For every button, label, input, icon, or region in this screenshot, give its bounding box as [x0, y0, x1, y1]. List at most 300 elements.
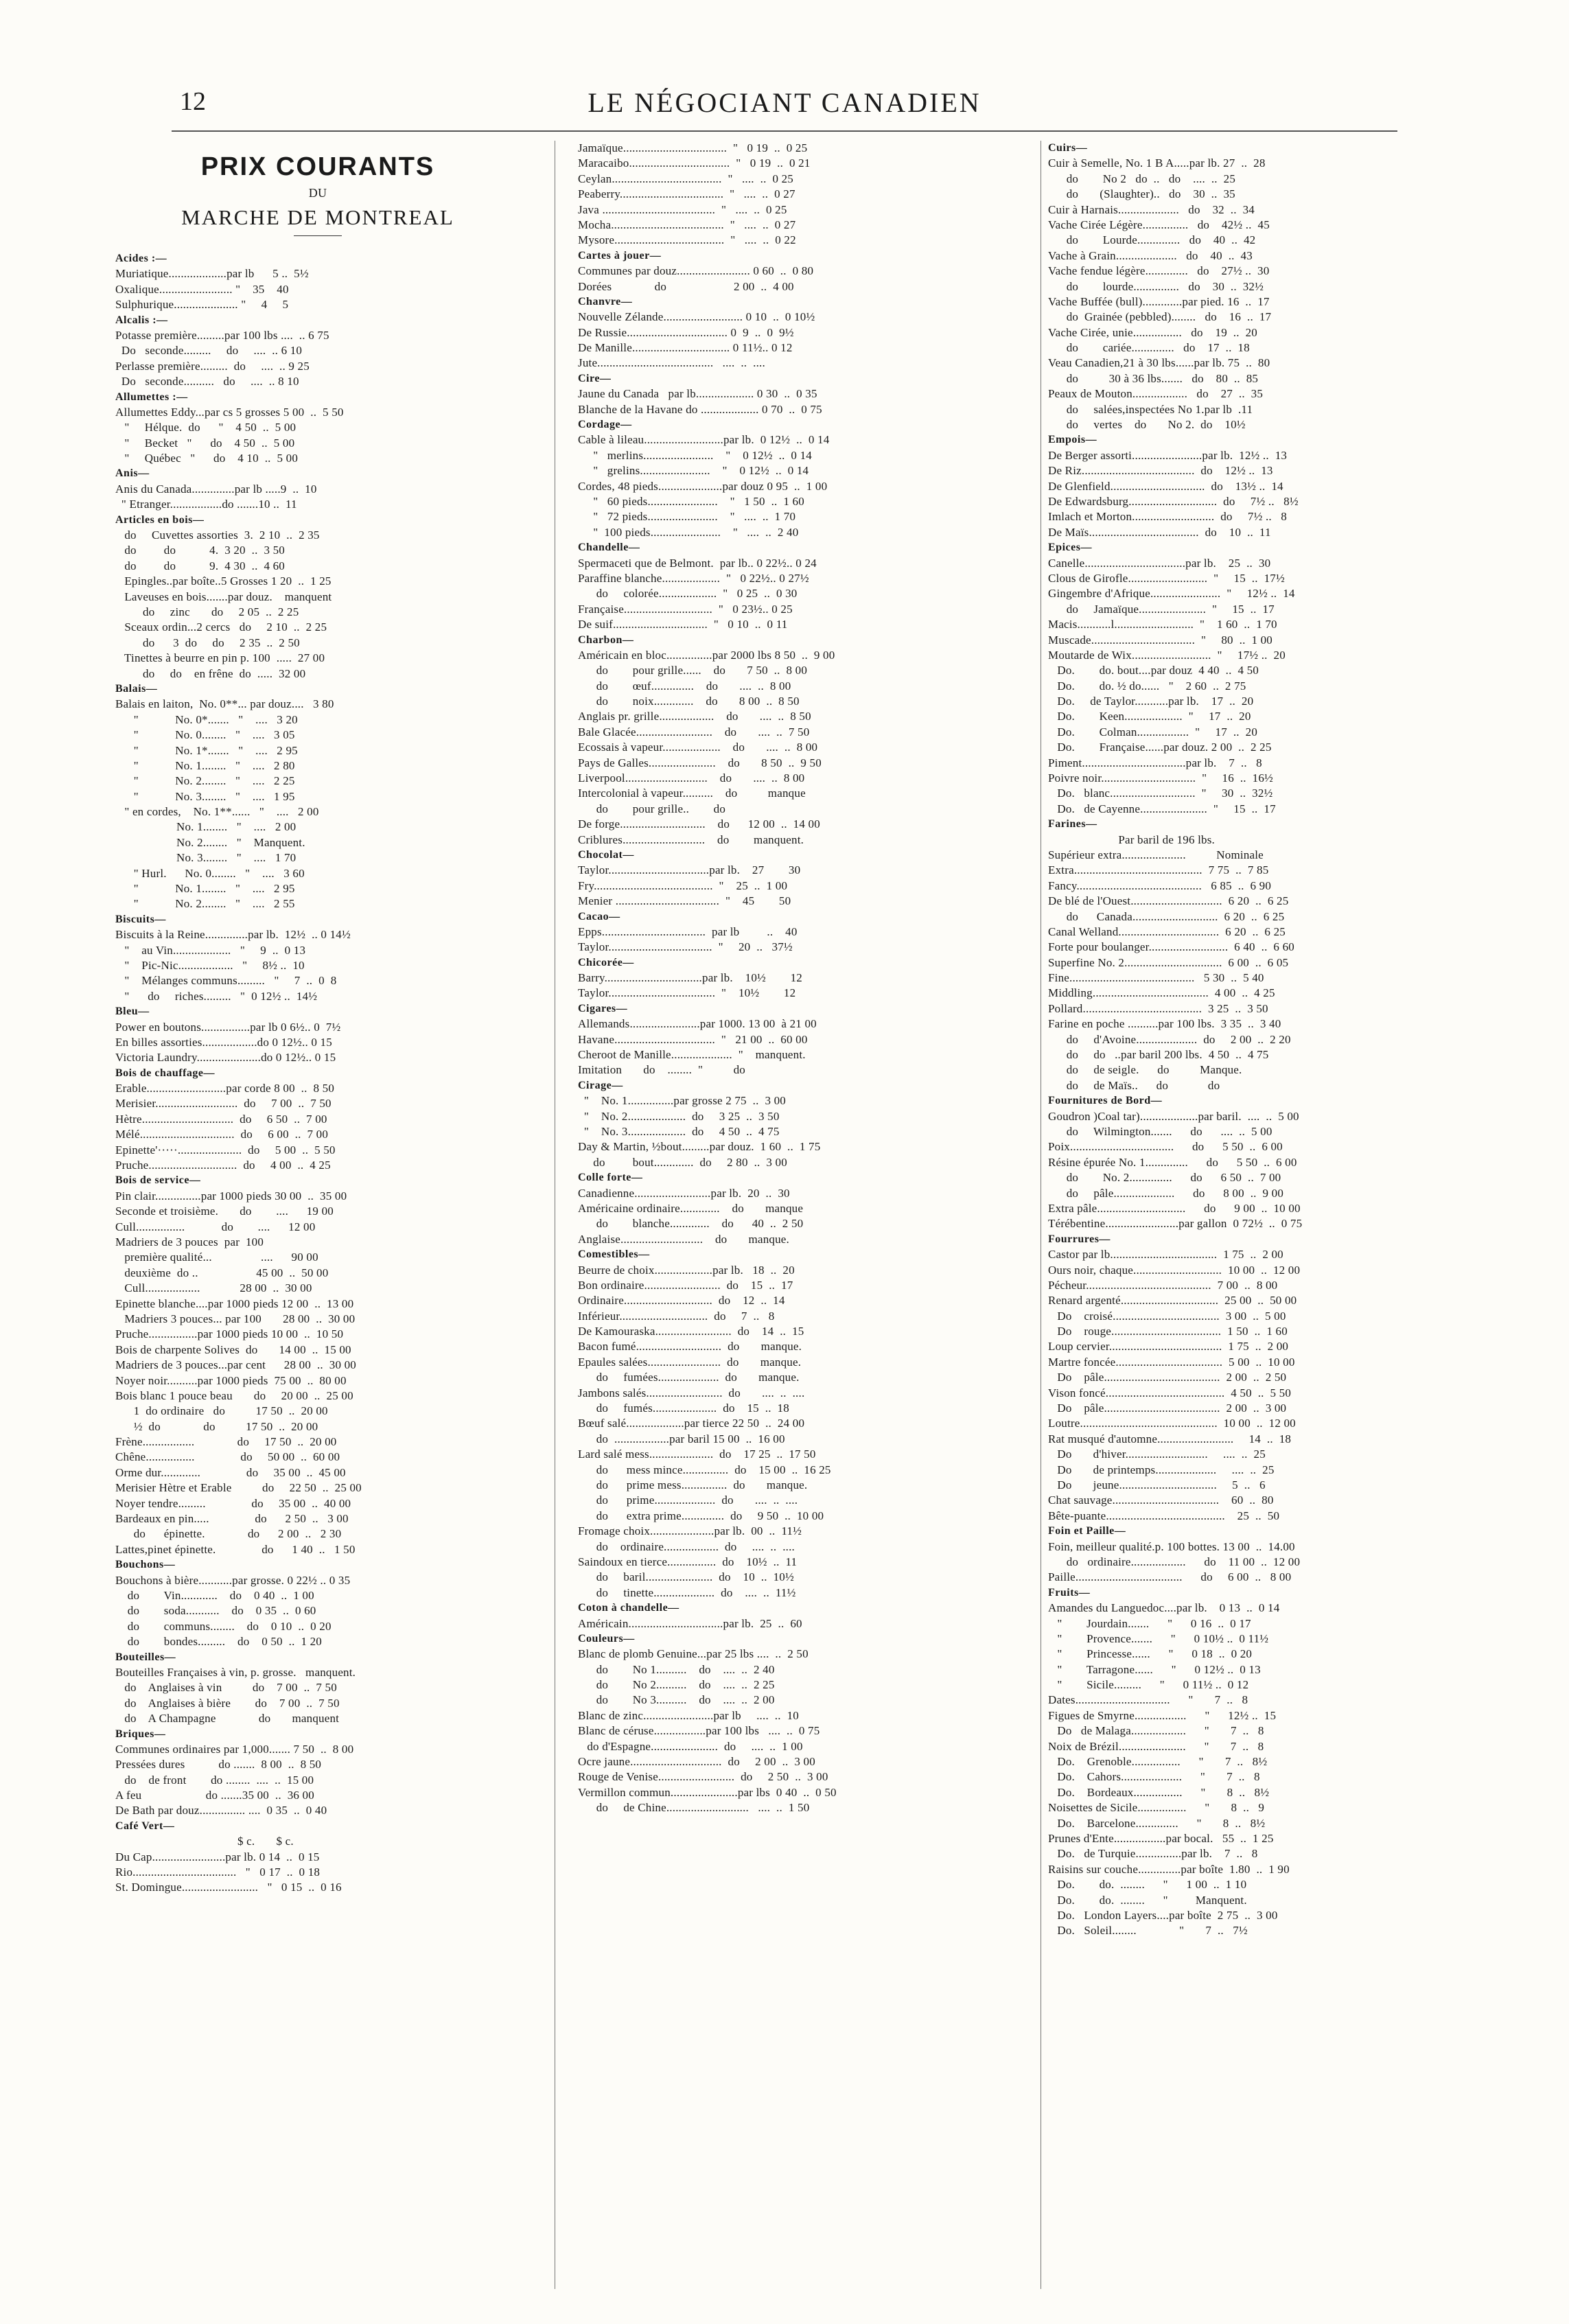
price-line: do Canada............................ 6 20 .. 6 25 — [1048, 909, 1285, 923]
price-line: Hètre.............................. do 6 50 .. 7 00 — [115, 1112, 327, 1126]
price-line: " au Vin................... " 9 .. 0 13 — [115, 943, 306, 957]
price-line: Seconde et troisième. do .... 19 00 — [115, 1205, 334, 1218]
price-line: Inférieur............................. do 7 .. 8 — [578, 1309, 775, 1323]
section-heading: Cigares— — [578, 1002, 628, 1014]
price-line: Sulphurique..................... " 4 5 — [115, 298, 289, 312]
price-line: Pays de Galles...................... do 8 50 .. 9 50 — [578, 756, 822, 769]
price-line: " Tarragone...... " 0 12½ .. 0 13 — [1048, 1662, 1261, 1676]
price-line: De Kamouraska......................... do 14 .. 15 — [578, 1325, 804, 1338]
section-heading: Farines— — [1048, 818, 1097, 830]
price-line: Madriers 3 pouces... par 100 28 00 .. 30 00 — [115, 1312, 356, 1325]
price-line: do Vin............ do 0 40 .. 1 00 — [115, 1588, 314, 1602]
price-line: Piment..................................par lb. 7 .. 8 — [1048, 756, 1262, 769]
price-line: Saindoux en tierce................ do 10½ .. 11 — [578, 1555, 798, 1568]
price-line: do Grainée (pebbled)........ do 16 .. 17 — [1048, 310, 1272, 324]
price-line: Poix.................................. do 5 50 .. 6 00 — [1048, 1140, 1283, 1154]
section-heading: Colle forte— — [578, 1172, 643, 1184]
price-line: Vermillon commun......................par lbs 0 40 .. 0 50 — [578, 1785, 837, 1799]
price-line: Blanc de plomb Genuine...par 25 lbs .... .. 2 50 — [578, 1647, 809, 1661]
price-line: Allemands.......................par 1000. 13 00 à 21 00 — [578, 1017, 817, 1031]
price-line: Lard salé mess..................... do 17 25 .. 17 50 — [578, 1448, 816, 1461]
price-line: Do croisé................................... 3 00 .. 5 00 — [1048, 1309, 1286, 1323]
price-line: Blanc de céruse.................par 100 lbs .... .. 0 75 — [578, 1724, 820, 1738]
price-line: Ecossais à vapeur................... do .... .. 8 00 — [578, 741, 818, 754]
price-line: Middling...................................... 4 00 .. 4 25 — [1048, 986, 1275, 1000]
price-line: Muscade.................................. " 80 .. 1 00 — [1048, 633, 1273, 647]
price-line: Pruche................par 1000 pieds 10 00 .. 10 50 — [115, 1327, 344, 1341]
price-line: do de Maïs.. do do — [1048, 1078, 1220, 1092]
section-heading: Café Vert— — [115, 1820, 175, 1832]
price-line: Pruche............................. do 4 00 .. 4 25 — [115, 1159, 331, 1172]
section-heading: Bois de service— — [115, 1174, 201, 1187]
price-line: Foin, meilleur qualité.p. 100 bottes. 13 00 .. 14.00 — [1048, 1539, 1295, 1553]
price-line: Américain...............................par lb. 25 .. 60 — [578, 1616, 802, 1630]
price-line: do de front do ........ .... .. 15 00 — [115, 1773, 314, 1787]
price-line: do cariée.............. do 17 .. 18 — [1048, 341, 1250, 355]
column-2-entries — [578, 141, 1038, 1816]
price-line: Cheroot de Manille.................... " manquent. — [578, 1048, 806, 1062]
price-line: De forge............................ do 12 00 .. 14 00 — [578, 817, 820, 831]
price-line: do do ..par baril 200 lbs. 4 50 .. 4 75 — [1048, 1048, 1269, 1062]
price-line: do No. 2.............. do 6 50 .. 7 00 — [1048, 1171, 1281, 1185]
price-line: Vache Buffée (bull).............par pied. 16 .. 17 — [1048, 294, 1270, 308]
price-line: De Russie................................. 0 9 .. 0 9½ — [578, 325, 794, 339]
price-line: Lattes,pinet épinette. do 1 40 .. 1 50 — [115, 1542, 356, 1556]
market-name: MARCHE DE MONTREAL — [181, 205, 454, 229]
price-line: Dorées do 2 00 .. 4 00 — [578, 279, 794, 293]
price-column-2 — [578, 141, 1038, 2289]
price-line: Figues de Smyrne................. " 12½ .. 15 — [1048, 1708, 1277, 1722]
section-heading: Bouchons— — [115, 1559, 176, 1571]
price-line: ½ do do 17 50 .. 20 00 — [115, 1419, 318, 1433]
section-heading: Epices— — [1048, 542, 1092, 554]
price-line: Do. Cahors.................... " 7 .. 8 — [1048, 1770, 1260, 1784]
section-heading: Cartes à jouer— — [578, 249, 662, 262]
price-line: Ordinaire............................. do 12 .. 14 — [578, 1294, 785, 1308]
price-line: Do jeune................................ 5 .. 6 — [1048, 1478, 1266, 1491]
price-line: " Etranger.................do .......10 .. 11 — [115, 498, 297, 511]
price-line: Canal Welland................................. 6 20 .. 6 25 — [1048, 925, 1286, 938]
price-line: Epingles..par boîte..5 Grosses 1 20 .. 1 25 — [115, 574, 332, 588]
price-line: do de Chine........................... .... .. 1 50 — [578, 1801, 810, 1815]
price-line: Do d'hiver........................... .... .. 25 — [1048, 1448, 1266, 1461]
price-line: Vache fendue légère.............. do 27½ .. 30 — [1048, 264, 1270, 278]
price-line: Noisettes de Sicile................ " 8 .. 9 — [1048, 1801, 1265, 1815]
section-heading: Chicorée— — [578, 956, 634, 968]
price-line: Térébentine........................par gallon 0 72½ .. 0 75 — [1048, 1217, 1303, 1231]
price-line: " No. 2................... do 3 25 .. 3 50 — [578, 1109, 780, 1123]
price-line: " No. 1*....... " .... 2 95 — [115, 743, 298, 757]
price-line: Extra pâle............................. do 9 00 .. 10 00 — [1048, 1201, 1301, 1215]
price-line: No. 1........ " .... 2 00 — [115, 820, 297, 834]
prix-courants-title: PRIX COURANTS — [200, 152, 435, 181]
price-line: De Bath par douz............... .... 0 35 .. 0 40 — [115, 1804, 327, 1817]
price-line: Do. Barcelone.............. " 8 .. 8½ — [1048, 1816, 1266, 1830]
section-heading: Fourrures— — [1048, 1233, 1111, 1245]
price-line: " No. 0........ " .... 3 05 — [115, 728, 295, 742]
price-line: deuxième do .. 45 00 .. 50 00 — [115, 1266, 329, 1279]
price-line: Imlach et Morton........................... do 7½ .. 8 — [1048, 510, 1287, 524]
price-line: Havane................................. " 21 00 .. 60 00 — [578, 1032, 808, 1046]
price-line: do communs........ do 0 10 .. 0 20 — [115, 1619, 332, 1633]
price-line: Macis...........l.......................... " 1 60 .. 1 70 — [1048, 618, 1277, 631]
price-line: Rouge de Venise......................... do 2 50 .. 3 00 — [578, 1770, 828, 1784]
price-line: De blé de l'Ouest.............................. 6 20 .. 6 25 — [1048, 894, 1289, 908]
price-line: Taylor.................................par lb. 27 30 — [578, 863, 801, 877]
column-3-entries — [1048, 141, 1487, 1939]
price-line: Balais en laiton, No. 0**... par douz.... 3 80 — [115, 697, 334, 711]
price-line: Erable..........................par corde 8 00 .. 8 50 — [115, 1082, 335, 1095]
price-line: Cordes, 48 pieds.....................par douz 0 95 .. 1 00 — [578, 479, 828, 493]
price-line: do mess mince............... do 15 00 .. 16 25 — [578, 1463, 831, 1476]
price-line: Raisins sur couche..............par boîte 1.80 .. 1 90 — [1048, 1862, 1290, 1876]
price-line: Do de Malaga.................. " 7 .. 8 — [1048, 1724, 1264, 1738]
price-line: Perlasse première......... do .... .. 9 25 — [115, 359, 310, 373]
price-line: Loup cervier..................................... 1 75 .. 2 00 — [1048, 1340, 1289, 1353]
price-line: Pollard....................................... 3 25 .. 3 50 — [1048, 1001, 1268, 1015]
price-line: do pâle.................... do 8 00 .. 9 00 — [1048, 1186, 1284, 1200]
heading-du: DU — [308, 186, 327, 200]
price-line: Cull.................. 28 00 .. 30 00 — [115, 1281, 312, 1295]
price-line: do lourde............... do 30 .. 32½ — [1048, 279, 1264, 293]
section-heading: Coton à chandelle— — [578, 1602, 679, 1614]
price-line: Mélé............................... do 6 00 .. 7 00 — [115, 1128, 329, 1141]
price-line: do Anglaises à vin do 7 00 .. 7 50 — [115, 1681, 337, 1695]
price-line: do blanche............. do 40 .. 2 50 — [578, 1217, 804, 1231]
price-line: " Princesse...... " 0 18 .. 0 20 — [1048, 1647, 1253, 1661]
price-line: Taylor.................................. " 20 .. 37½ — [578, 940, 793, 954]
price-line: première qualité... .... 90 00 — [115, 1251, 318, 1264]
price-line: Ours noir, chaque............................. 10 00 .. 12 00 — [1048, 1263, 1301, 1277]
price-line: Bouchons à bière...........par grosse. 0 22½ .. 0 35 — [115, 1573, 351, 1587]
price-line: Do. London Layers....par boîte 2 75 .. 3 00 — [1048, 1908, 1278, 1922]
price-line: Noyer tendre......... do 35 00 .. 40 00 — [115, 1496, 351, 1510]
price-line: Menier .................................. " 45 50 — [578, 894, 791, 908]
price-line: Frène................. do 17 50 .. 20 00 — [115, 1435, 337, 1449]
price-line: Poivre noir............................... " 16 .. 16½ — [1048, 771, 1273, 785]
price-line: Supérieur extra..................... Nominale — [1048, 848, 1264, 861]
price-line: " No. 0*....... " .... 3 20 — [115, 712, 298, 726]
section-heading: Anis— — [115, 467, 150, 480]
price-line: Orme dur............. do 35 00 .. 45 00 — [115, 1465, 346, 1479]
price-line: Potasse première.........par 100 lbs .... .. 6 75 — [115, 328, 329, 342]
price-line: Bardeaux en pin..... do 2 50 .. 3 00 — [115, 1512, 349, 1526]
price-line: Chêne................ do 50 00 .. 60 00 — [115, 1450, 340, 1464]
price-line: do ordinaire.................. do 11 00 .. 12 00 — [1048, 1555, 1301, 1568]
price-line: Do seconde.......... do .... .. 8 10 — [115, 375, 299, 388]
price-line: Cable à lileau..........................par lb. 0 12½ .. 0 14 — [578, 433, 830, 447]
section-heading: Chocolat— — [578, 848, 634, 861]
price-line: Prunes d'Ente.................par bocal. 55 .. 1 25 — [1048, 1831, 1274, 1845]
price-line: Do. do. ........ " 1 00 .. 1 10 — [1048, 1878, 1247, 1892]
section-heading: Articles en bois— — [115, 513, 205, 526]
section-heading: Charbon— — [578, 634, 634, 646]
price-line: Gingembre d'Afrique....................... " 12½ .. 14 — [1048, 587, 1295, 601]
price-line: Renard argenté................................ 25 00 .. 50 00 — [1048, 1294, 1297, 1308]
price-line: " Mélanges communs......... " 7 .. 0 8 — [115, 974, 337, 988]
price-line: Amandes du Languedoc....par lb. 0 13 .. 0 14 — [1048, 1601, 1280, 1615]
section-heading: Bouteilles— — [115, 1651, 176, 1663]
price-line: do tinette.................... do .... .. 11½ — [578, 1585, 796, 1599]
price-line: Rat musqué d'automne......................... 14 .. 18 — [1048, 1432, 1292, 1445]
price-line: Vison foncé....................................... 4 50 .. 5 50 — [1048, 1386, 1292, 1399]
price-line: Criblures........................... do manquent. — [578, 833, 804, 846]
price-line: Beurre de choix...................par lb. 18 .. 20 — [578, 1263, 795, 1277]
price-line: Epaules salées........................ do manque. — [578, 1355, 802, 1369]
price-line: Do. Grenoble................ " 7 .. 8½ — [1048, 1755, 1268, 1769]
price-line: Du Cap........................par lb. 0 14 .. 0 15 — [115, 1850, 320, 1863]
price-line: Do rouge.................................... 1 50 .. 1 60 — [1048, 1325, 1288, 1338]
price-line: Intercolonial à vapeur.......... do manque — [578, 787, 806, 800]
price-line: Jambons salés......................... do .... .. .... — [578, 1386, 805, 1399]
price-column-1 — [115, 141, 520, 2289]
price-line: Victoria Laundry.....................do 0 12½.. 0 15 — [115, 1051, 336, 1065]
price-line: Noyer noir..........par 1000 pieds 75 00 .. 80 00 — [115, 1373, 347, 1387]
price-line: Nouvelle Zélande.......................... 0 10 .. 0 10½ — [578, 310, 815, 324]
price-line: Communes par douz........................ 0 60 .. 0 80 — [578, 264, 814, 278]
price-line: Moutarde de Wix.......................... " 17½ .. 20 — [1048, 648, 1286, 662]
price-line: Sceaux ordin...2 cercs do 2 10 .. 2 25 — [115, 620, 327, 634]
price-line: Canelle.................................par lb. 25 .. 30 — [1048, 556, 1271, 570]
price-line: do colorée................... " 0 25 .. 0 30 — [578, 587, 798, 601]
price-line: do No 3.......... do .... .. 2 00 — [578, 1693, 775, 1707]
price-line: " No. 3................... do 4 50 .. 4 75 — [578, 1125, 780, 1138]
section-heading: Foin et Paille— — [1048, 1525, 1126, 1537]
section-heading: Alcalis :— — [115, 314, 168, 326]
price-line: Bale Glacée......................... do .... .. 7 50 — [578, 725, 810, 739]
price-line: " No. 1........ " .... 2 95 — [115, 882, 295, 896]
price-line: " Hurl. No. 0........ " .... 3 60 — [115, 866, 305, 880]
price-line: St. Domingue......................... " 0 15 .. 0 16 — [115, 1881, 342, 1894]
price-line: do épinette. do 2 00 .. 2 30 — [115, 1527, 342, 1541]
price-line: Forte pour boulanger.......................... 6 40 .. 6 60 — [1048, 940, 1294, 954]
price-line: Bouteilles Françaises à vin, p. grosse. manquent. — [115, 1665, 356, 1679]
section-heading: Comestibles— — [578, 1248, 650, 1261]
price-line: Clous de Girofle.......................... " 15 .. 17½ — [1048, 571, 1285, 585]
price-line: Do de printemps.................... .... .. 25 — [1048, 1463, 1275, 1476]
price-line: Fancy......................................... 6 85 .. 6 90 — [1048, 879, 1272, 892]
price-line: Communes ordinaires par 1,000....... 7 50 .. 8 00 — [115, 1742, 354, 1756]
section-heading: Chandelle— — [578, 542, 640, 554]
price-line: " do riches......... " 0 12½ .. 14½ — [115, 989, 318, 1003]
price-line: Madriers de 3 pouces...par cent 28 00 .. 30 00 — [115, 1358, 356, 1372]
price-line: Power en boutons................par lb 0 6½.. 0 7½ — [115, 1020, 341, 1034]
price-line: Chat sauvage................................... 60 .. 80 — [1048, 1494, 1274, 1507]
price-line: Do. Française......par douz. 2 00 .. 2 25 — [1048, 741, 1272, 754]
price-line: do bondes......... do 0 50 .. 1 20 — [115, 1635, 323, 1649]
price-line: do prime.................... do .... .. .... — [578, 1494, 798, 1507]
price-line: Pécheur......................................... 7 00 .. 8 00 — [1048, 1278, 1278, 1292]
price-line: do 3 do do 2 35 .. 2 50 — [115, 636, 300, 649]
section-heading: Balais— — [115, 682, 158, 695]
price-line: De Berger assorti.......................par lb. 12½ .. 13 — [1048, 448, 1288, 462]
price-line: do extra prime.............. do 9 50 .. 10 00 — [578, 1509, 824, 1522]
price-line: Fromage choix.....................par lb. 00 .. 11½ — [578, 1524, 802, 1538]
price-line: do 30 à 36 lbs....... do 80 .. 85 — [1048, 371, 1259, 385]
price-line: Do. do. ........ " Manquent. — [1048, 1893, 1247, 1907]
price-line: " No. 1...............par grosse 2 75 .. 3 00 — [578, 1094, 787, 1108]
section-heading: Cacao— — [578, 910, 620, 922]
price-line: Anglais pr. grille.................. do .... .. 8 50 — [578, 710, 811, 723]
price-line: Muriatique...................par lb 5 .. 5½ — [115, 267, 309, 281]
price-line: Mysore.................................... " .... .. 0 22 — [578, 233, 796, 247]
price-line: do de seigle. do Manque. — [1048, 1063, 1242, 1077]
price-line: No. 3........ " .... 1 70 — [115, 851, 297, 865]
price-line: Tinettes à beurre en pin p. 100 ..... 27 00 — [115, 651, 325, 665]
price-line: Loutre............................................. 10 00 .. 12 00 — [1048, 1417, 1296, 1430]
section-heading: Fournitures de Bord— — [1048, 1095, 1163, 1107]
price-line: Java ..................................... " .... .. 0 25 — [578, 202, 787, 216]
price-line: do soda........... do 0 35 .. 0 60 — [115, 1604, 316, 1618]
price-line: do Lourde.............. do 40 .. 42 — [1048, 233, 1256, 247]
price-line: Peaux de Mouton.................. do 27 .. 35 — [1048, 387, 1264, 401]
price-line: do d'Espagne...................... do .... .. 1 00 — [578, 1739, 803, 1753]
price-line: " Québec " do 4 10 .. 5 00 — [115, 452, 299, 465]
price-line: " merlins....................... " 0 12½ .. 0 14 — [578, 448, 812, 462]
price-line: Fry....................................... " 25 .. 1 00 — [578, 879, 788, 892]
price-line: do ..................par baril 15 00 .. 16 00 — [578, 1432, 785, 1445]
price-line: Paraffine blanche................... " 0 22½.. 0 27½ — [578, 571, 809, 585]
price-line: Do. Bordeaux................ " 8 .. 8½ — [1048, 1785, 1270, 1799]
price-line: Par baril de 196 lbs. — [1048, 833, 1215, 846]
price-line: do fumés..................... do 15 .. 18 — [578, 1402, 789, 1415]
price-line: Cull................ do .... 12 00 — [115, 1220, 316, 1233]
price-line: Américaine ordinaire............. do manque — [578, 1201, 804, 1215]
price-line: Superfine No. 2................................ 6 00 .. 6 05 — [1048, 955, 1289, 969]
price-line: Noix de Brézil...................... " 7 .. 8 — [1048, 1739, 1264, 1753]
price-line: do d'Avoine.................... do 2 00 .. 2 20 — [1048, 1032, 1291, 1046]
price-line: " Becket " do 4 50 .. 5 00 — [115, 436, 295, 450]
price-line: do pour grille.. do — [578, 802, 726, 815]
price-line: De Edwardsburg............................. do 7½ .. 8½ — [1048, 494, 1299, 508]
price-line: Canadienne.........................par lb. 20 .. 30 — [578, 1186, 790, 1200]
price-line: Américain en bloc...............par 2000 lbs 8 50 .. 9 00 — [578, 648, 835, 662]
price-line: Do. de Turquie...............par lb. 7 .. 8 — [1048, 1847, 1258, 1861]
price-line: do Cuvettes assorties 3. 2 10 .. 2 35 — [115, 528, 320, 542]
price-line: Do. do. ½ do...... " 2 60 .. 2 75 — [1048, 679, 1246, 693]
price-line: Do. Keen................... " 17 .. 20 — [1048, 710, 1251, 723]
section-heading: Cuirs— — [1048, 142, 1088, 154]
price-line: Jute...................................... .... .. .... — [578, 356, 765, 370]
price-line: Liverpool........................... do .... .. 8 00 — [578, 771, 805, 785]
price-line: Rio.................................. " 0 17 .. 0 18 — [115, 1866, 321, 1879]
price-line: Castor par lb................................... 1 75 .. 2 00 — [1048, 1248, 1283, 1262]
price-line: Imitation do ........ " do — [578, 1063, 746, 1077]
price-line: Pressées dures do ....... 8 00 .. 8 50 — [115, 1758, 322, 1771]
price-line: " No. 3........ " .... 1 95 — [115, 789, 295, 803]
price-line: Epps.................................. par lb .. 40 — [578, 925, 798, 938]
price-line: Cuir à Semelle, No. 1 B A.....par lb. 27 .. 28 — [1048, 156, 1266, 170]
page-header — [0, 0, 1569, 137]
column-1-entries — [115, 251, 520, 1896]
section-heading: Cordage— — [578, 419, 632, 431]
section-heading: Bleu— — [115, 1006, 150, 1018]
price-line: do baril...................... do 10 .. 10½ — [578, 1570, 794, 1584]
price-line: Do. do. bout....par douz 4 40 .. 4 50 — [1048, 664, 1259, 677]
section-heading: Fruits— — [1048, 1586, 1091, 1599]
price-line: Taylor................................... " 10½ 12 — [578, 986, 796, 1000]
price-line: Bête-puante....................................... 25 .. 50 — [1048, 1509, 1280, 1522]
price-line: Farine en poche ..........par 100 lbs. 3 35 .. 3 40 — [1048, 1017, 1281, 1031]
price-line: Merisier........................... do 7 00 .. 7 50 — [115, 1097, 332, 1111]
price-line: Cuir à Harnais.................... do 32 .. 34 — [1048, 202, 1255, 216]
price-line: Blanc de zinc.......................par lb .... .. 10 — [578, 1708, 799, 1722]
price-line: Laveuses en bois.......par douz. manquent — [115, 590, 332, 603]
price-line: do salées,inspectées No 1.par lb .11 — [1048, 402, 1253, 416]
price-line: Dates............................... " 7 .. 8 — [1048, 1693, 1248, 1707]
header-rule — [172, 130, 1397, 132]
price-line: Bacon fumé............................ do manque. — [578, 1340, 802, 1353]
section-heading: Acides :— — [115, 253, 167, 264]
section-heading: Bois de chauffage— — [115, 1067, 215, 1079]
price-line: De Riz..................................... do 12½ .. 13 — [1048, 464, 1273, 478]
price-line: " Provence....... " 0 10½ .. 0 11½ — [1048, 1631, 1269, 1645]
price-line: Ocre jaune.............................. do 2 00 .. 3 00 — [578, 1755, 815, 1769]
price-line: Mocha..................................... " .... .. 0 27 — [578, 218, 796, 231]
price-line: do No 2.......... do .... .. 2 25 — [578, 1678, 775, 1692]
price-line: De Glenfield............................... do 13½ .. 14 — [1048, 479, 1283, 493]
price-line: Résine épurée No. 1.............. do 5 50 .. 6 00 — [1048, 1155, 1297, 1169]
price-line: do pour grille...... do 7 50 .. 8 00 — [578, 664, 808, 677]
price-line: Merisier Hètre et Erable do 22 50 .. 25 00 — [115, 1481, 362, 1495]
price-line: do fumées.................... do manque. — [578, 1371, 800, 1384]
price-line: Bœuf salé...................par tierce 22 50 .. 24 00 — [578, 1417, 805, 1430]
price-line: Epinette'·····..................... do 5 00 .. 5 50 — [115, 1143, 336, 1157]
price-line: do noix............. do 8 00 .. 8 50 — [578, 695, 800, 708]
heading-rule — [294, 235, 342, 236]
price-line: do (Slaughter).. do 30 .. 35 — [1048, 187, 1235, 201]
section-heading: Briques— — [115, 1728, 166, 1740]
price-line: Do seconde......... do .... .. 6 10 — [115, 344, 303, 358]
price-line: do Anglaises à bière do 7 00 .. 7 50 — [115, 1696, 340, 1710]
price-line: Fine......................................... 5 30 .. 5 40 — [1048, 971, 1264, 985]
price-line: Peaberry.................................. " .... .. 0 27 — [578, 187, 795, 201]
price-line: Extra.......................................... 7 75 .. 7 85 — [1048, 863, 1269, 877]
journal-title: LE NÉGOCIANT CANADIEN — [588, 87, 981, 118]
price-line: " No. 2........ " .... 2 25 — [115, 774, 295, 788]
price-line: Madriers de 3 pouces par 100 — [115, 1235, 264, 1248]
price-line: do do 9. 4 30 .. 4 60 — [115, 559, 285, 572]
price-line: " Hélque. do " 4 50 .. 5 00 — [115, 421, 297, 434]
section-heading: Cirage— — [578, 1079, 623, 1091]
price-line: Bon ordinaire......................... do 15 .. 17 — [578, 1278, 793, 1292]
price-line: Française............................. " 0 23½.. 0 25 — [578, 602, 793, 616]
price-line: Jaune du Canada par lb................... 0 30 .. 0 35 — [578, 387, 817, 401]
price-line: Goudron )Coal tar)...................par baril. .... .. 5 00 — [1048, 1109, 1299, 1123]
price-line: do do 4. 3 20 .. 3 50 — [115, 544, 285, 557]
price-line: do bout............. do 2 80 .. 3 00 — [578, 1155, 787, 1169]
price-line: Do. Soleil........ " 7 .. 7½ — [1048, 1924, 1248, 1938]
price-line: " 60 pieds....................... " 1 50 .. 1 60 — [578, 494, 804, 508]
price-line: do œuf.............. do .... .. 8 00 — [578, 679, 791, 693]
price-line: " No. 1........ " .... 2 80 — [115, 758, 295, 772]
price-line: Spermaceti que de Belmont. par lb.. 0 22½.. 0 24 — [578, 556, 817, 570]
section-heading: Cire— — [578, 372, 612, 384]
price-line: do vertes do No 2. do 10½ — [1048, 418, 1246, 432]
price-line: Do. blanc............................ " 30 .. 32½ — [1048, 787, 1273, 800]
price-line: Vache Cirée, unie................ do 19 .. 20 — [1048, 325, 1258, 339]
price-line: Do. de Cayenne...................... " 15 .. 17 — [1048, 802, 1276, 815]
price-line: " en cordes, No. 1**...... " .... 2 00 — [115, 805, 319, 819]
price-line: do do en frêne do ..... 32 00 — [115, 666, 306, 680]
price-line: Vache à Grain.................... do 40 .. 43 — [1048, 248, 1253, 262]
price-line: do No 1.......... do .... .. 2 40 — [578, 1662, 775, 1676]
section-heading: Chanvre— — [578, 295, 633, 307]
price-line: do Wilmington....... do .... .. 5 00 — [1048, 1125, 1272, 1138]
price-line: $ c. $ c. — [115, 1835, 294, 1848]
price-line: Anis du Canada..............par lb .....9 .. 10 — [115, 482, 317, 496]
price-line: Pin clair...............par 1000 pieds 30 00 .. 35 00 — [115, 1189, 347, 1202]
